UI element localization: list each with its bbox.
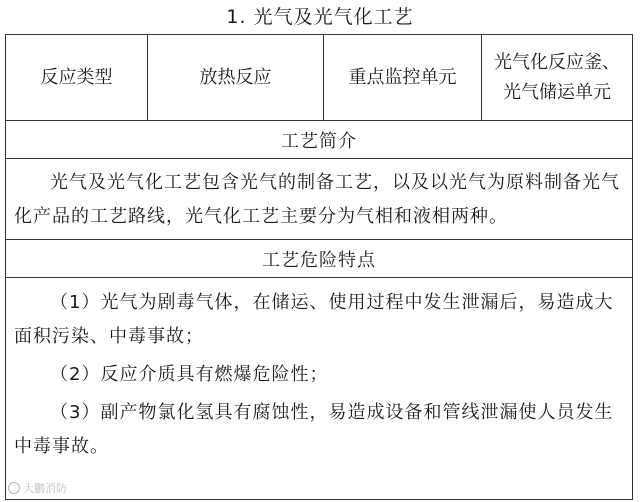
- reaction-type-value: 放热反应: [148, 35, 324, 120]
- hazard-item-2: （2）反应介质具有燃爆危险性；: [50, 364, 329, 385]
- monitor-unit-value: [482, 35, 632, 120]
- hazard-heading: 工艺危险特点: [6, 240, 632, 278]
- watermark-icon: [8, 482, 20, 494]
- hazard-body: [6, 278, 632, 501]
- watermark-text: 大鹏消防: [23, 482, 67, 495]
- process-table: [5, 34, 633, 500]
- header-row: [6, 35, 632, 121]
- intro-text: 光气及光气化工艺包含光气的制备工艺，以及以光气为原料制备光气化产品的工艺路线，光气化工艺主要分为气相和液相两种。: [14, 172, 620, 227]
- intro-body: [6, 159, 632, 240]
- monitor-unit-value-line1: 光气化反应釜、: [494, 51, 620, 73]
- monitor-unit-value-line2: 光气储运单元: [503, 81, 611, 103]
- reaction-type-label: 反应类型: [6, 35, 148, 120]
- hazard-item-3: （3）副产物氯化氢具有腐蚀性，易造成设备和管线泄漏使人员发生中毒事故。: [14, 402, 614, 457]
- monitor-unit-label: 重点监控单元: [324, 35, 482, 120]
- watermark: [8, 480, 67, 496]
- document-title: 1. 光气及光气化工艺: [226, 6, 414, 28]
- hazard-item-1: （1）光气为剧毒气体，在储运、使用过程中发生泄漏后，易造成大面积污染、中毒事故；: [14, 292, 614, 347]
- intro-heading: 工艺简介: [6, 121, 632, 159]
